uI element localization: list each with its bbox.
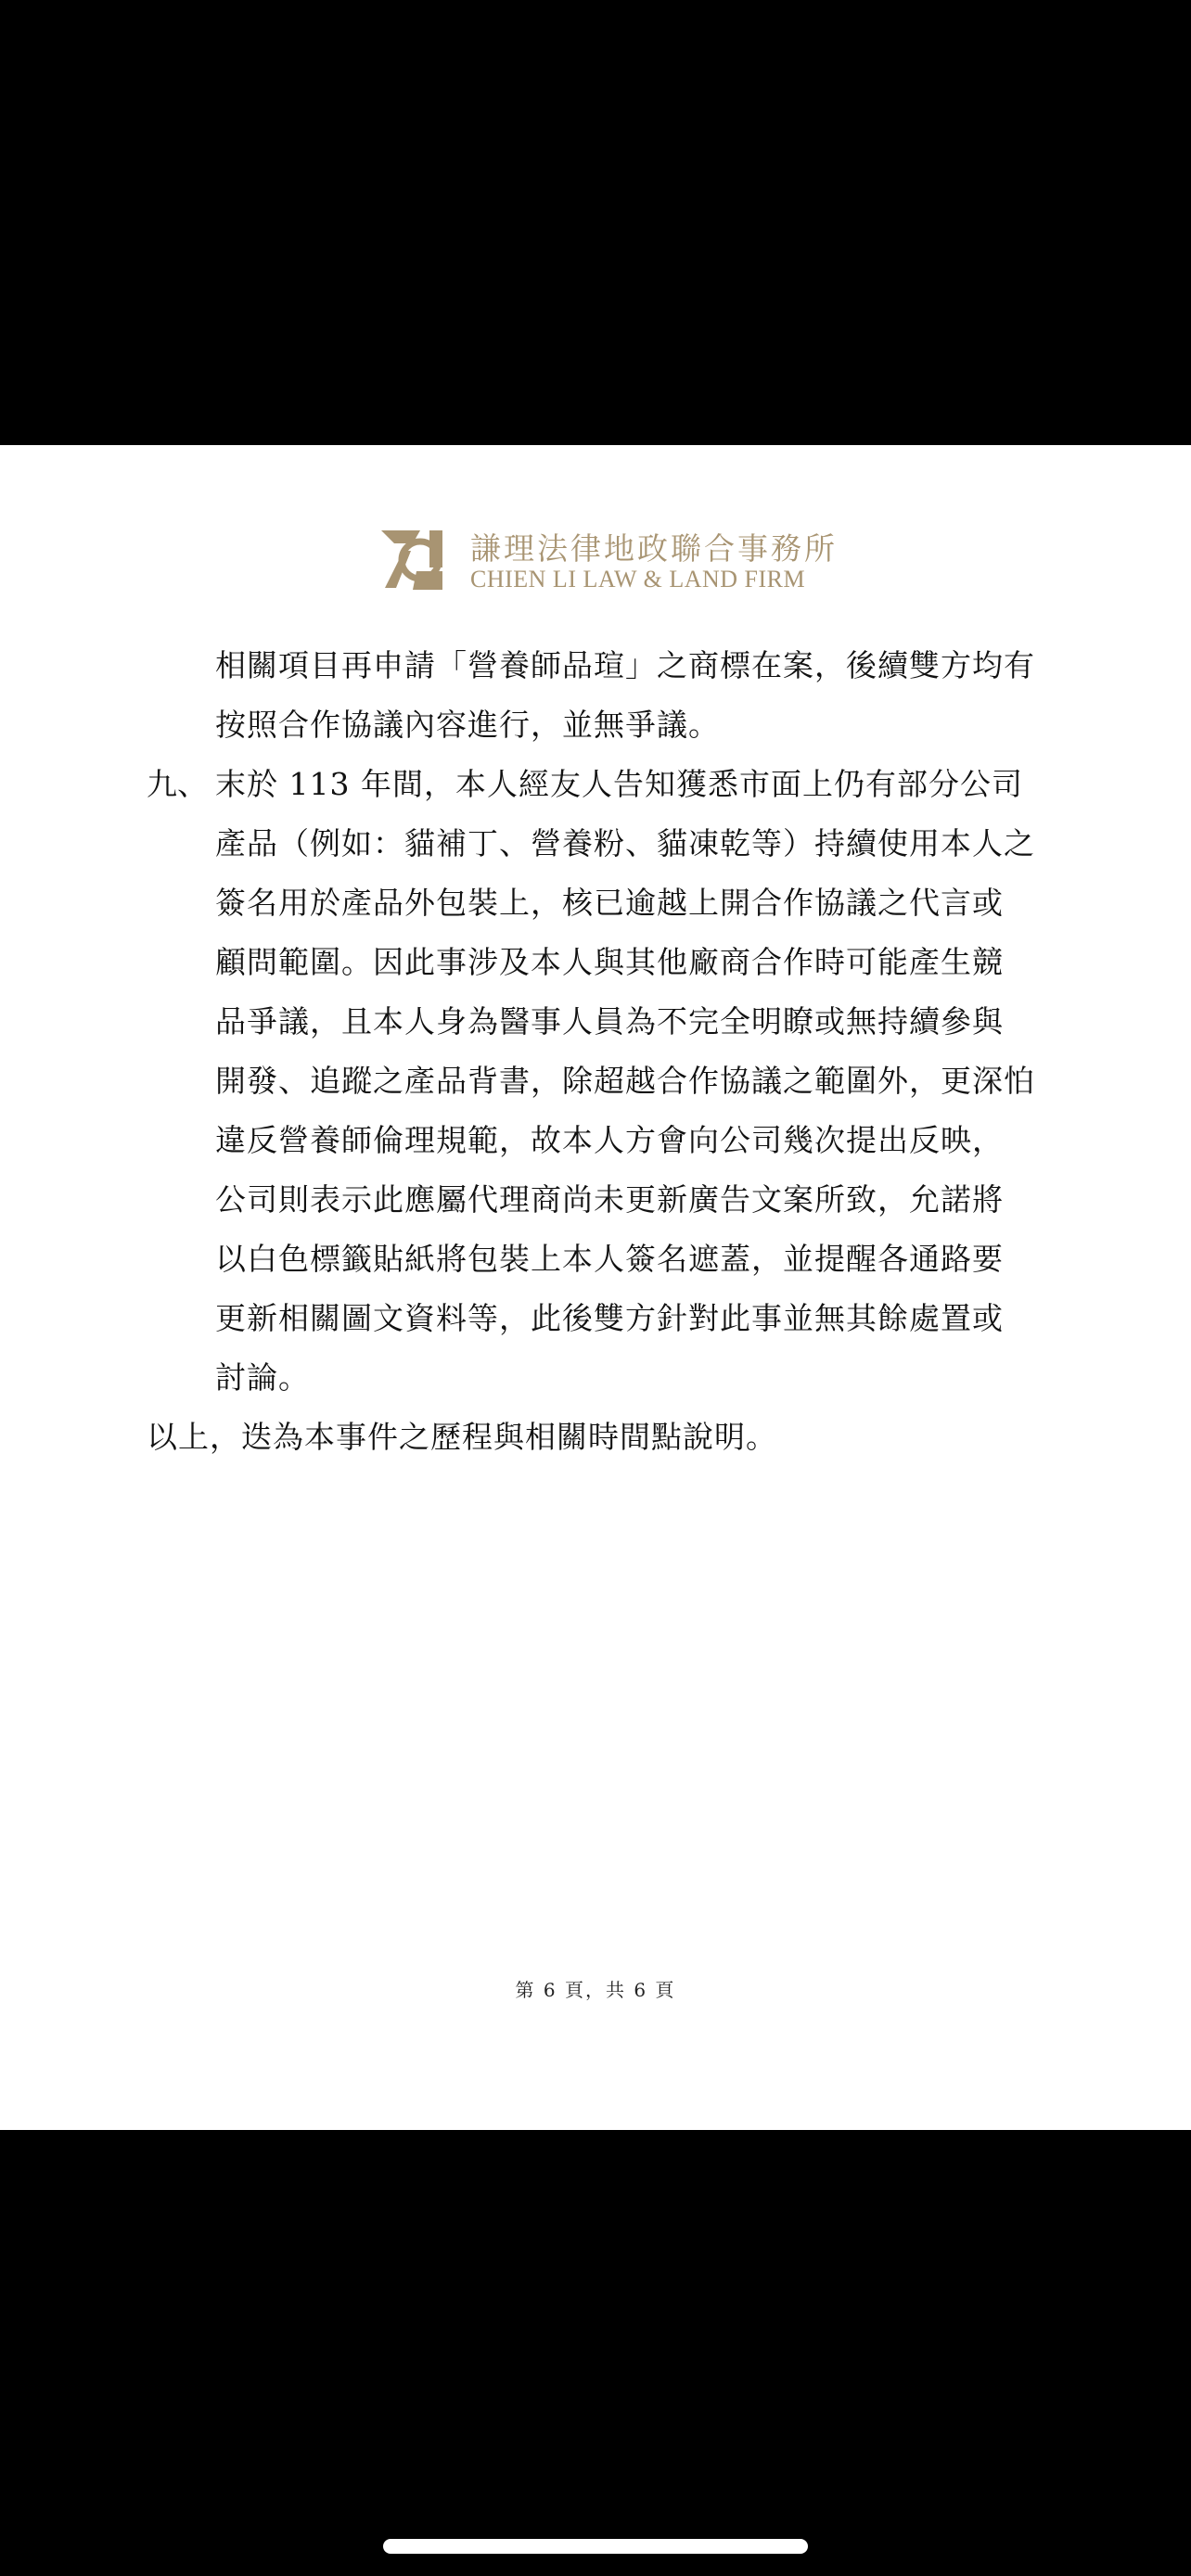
paragraph-line: 末於 113 年間，本人經友人告知獲悉市面上仍有部分公司: [215, 766, 1023, 802]
paragraph-line: 公司則表示此應屬代理商尚未更新廣告文案所致，允諾將: [215, 1181, 1004, 1218]
paragraph-line: 更新相關圖文資料等，此後雙方針對此事並無其餘處置或: [215, 1300, 1004, 1336]
item-number: 九、: [147, 766, 208, 802]
paragraph-line: 以白色標籤貼紙將包裝上本人簽名遮蓋，並提醒各通路要: [215, 1241, 1004, 1277]
paragraph-line: 簽名用於產品外包裝上，核已逾越上開合作協議之代言或: [215, 885, 1004, 921]
paragraph-line: 違反營養師倫理規範，故本人方會向公司幾次提出反映，: [215, 1122, 1004, 1158]
paragraph-line: 產品（例如：貓補丁、營養粉、貓凍乾等）持續使用本人之: [215, 825, 1035, 861]
closing-statement: 以上，迭為本事件之歷程與相關時間點說明。: [147, 1419, 777, 1455]
firm-name-english: CHIEN LI LAW & LAND FIRM: [470, 566, 806, 593]
paragraph-line: 開發、追蹤之產品背書，除超越合作協議之範圍外，更深怕: [215, 1063, 1035, 1099]
paragraph-line: 品爭議，且本人身為醫事人員為不完全明瞭或無持續參與: [215, 1003, 1004, 1039]
paragraph-line: 相關項目再申請「營養師品瑄」之商標在案，後續雙方均有: [215, 647, 1035, 683]
firm-logo-icon: [376, 523, 448, 595]
letterhead: [376, 523, 838, 597]
page-number: 第 6 頁，共 6 頁: [515, 1979, 676, 2001]
home-indicator[interactable]: [383, 2539, 808, 2554]
paragraph-line: 顧問範圍。因此事涉及本人與其他廠商合作時可能產生競: [215, 944, 1004, 980]
document-page: [0, 445, 1191, 2130]
firm-name-chinese: 謙理法律地政聯合事務所: [470, 530, 838, 567]
paragraph-line: 討論。: [215, 1359, 310, 1396]
paragraph-line: 按照合作協議內容進行，並無爭議。: [215, 707, 720, 743]
